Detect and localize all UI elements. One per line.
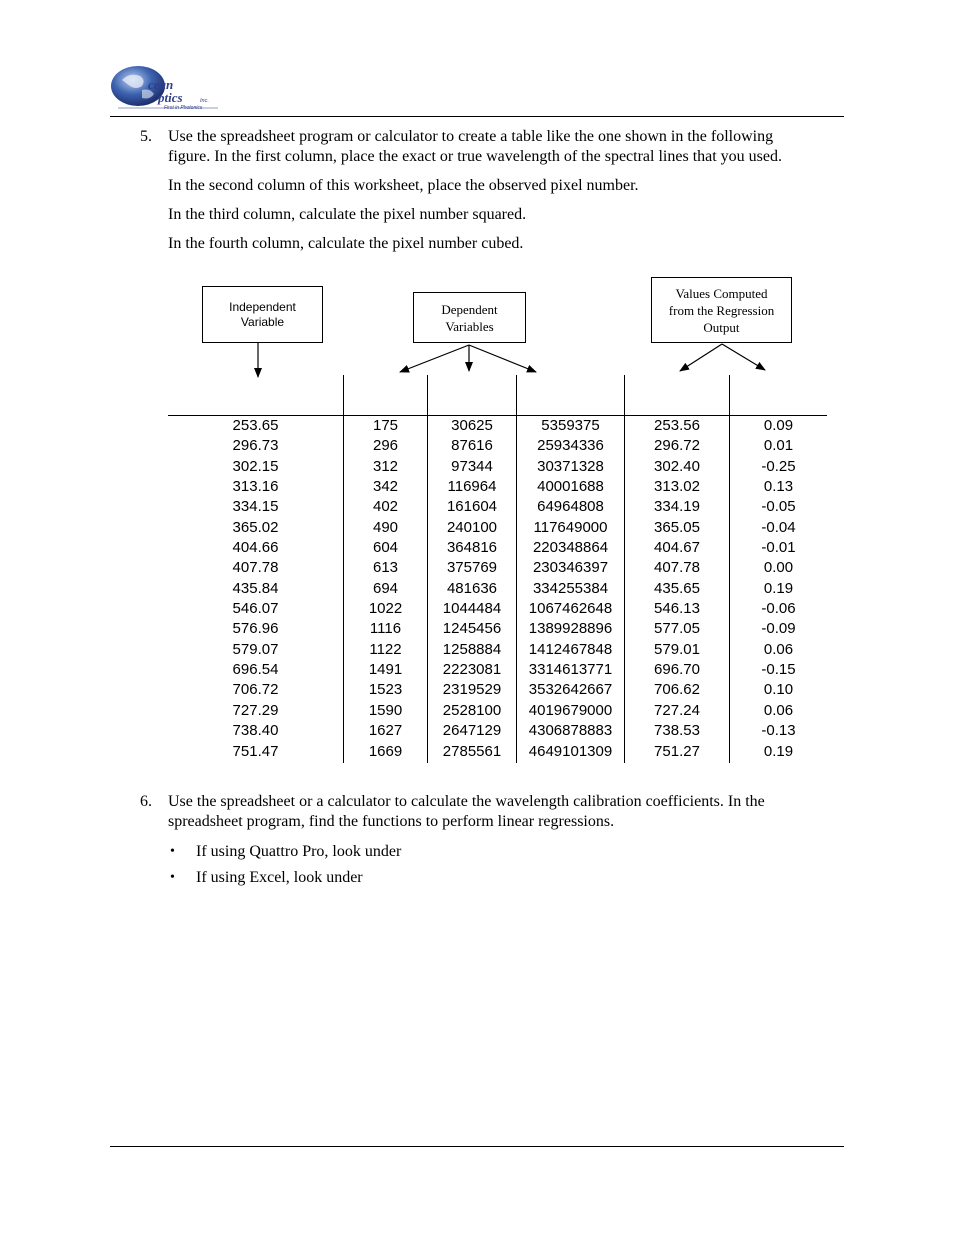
table-cell: -0.15: [761, 661, 796, 679]
logo-word-ocean: cean: [148, 77, 174, 92]
table-cell: 312: [372, 457, 399, 475]
arrow-dependent-left: [400, 345, 469, 372]
logo-tagline: First in Photonics: [164, 105, 203, 111]
table-cell: -0.13: [761, 722, 796, 740]
table-cell: 696.70: [654, 661, 700, 679]
table-cell: 738.53: [654, 722, 700, 740]
table-cell: 5359375: [541, 417, 600, 434]
table-cell: 334.19: [654, 498, 700, 516]
table-cell: 3314613771: [528, 661, 613, 679]
logo-suffix: Inc.: [200, 98, 209, 104]
table-cell: 117649000: [533, 518, 608, 536]
table-cell: 64964808: [537, 498, 604, 516]
step-5-line-2: figure. In the first column, place the exact or true wavelength of the spectral lines that you used.: [168, 148, 783, 165]
table-cell: 364816: [446, 539, 498, 557]
table-cell: 365.02: [232, 518, 279, 536]
column-computed-wavelength: [625, 416, 729, 762]
table-cell: 0.00: [763, 559, 794, 577]
table-cell: 296.72: [654, 437, 700, 455]
table-cell: 546.07: [232, 600, 279, 618]
table-cell: -0.09: [761, 620, 796, 638]
table-cell: 230346397: [532, 559, 609, 577]
table-cell: 1491: [368, 661, 403, 679]
table-cell: 435.65: [654, 579, 700, 597]
independent-variable-label: Independent Variable: [229, 299, 296, 329]
dependent-variables-label: Dependent Variables: [441, 301, 498, 334]
table-cell: 435.84: [232, 579, 279, 597]
table-cell: 2647129: [442, 722, 502, 740]
table-cell: 407.78: [232, 559, 279, 577]
table-cell: 1116: [369, 620, 402, 638]
table-cell: 751.27: [654, 742, 700, 760]
table-cell: 613: [372, 559, 399, 577]
table-cell: -0.05: [761, 498, 796, 516]
column-pixel-squared: [428, 416, 516, 762]
table-cell: 30625: [451, 417, 493, 434]
table-cell: 161604: [446, 498, 498, 516]
step-5-para-3: In the third column, calculate the pixel number squared.: [168, 206, 527, 223]
computed-values-box: [651, 277, 792, 343]
table-cell: 2319529: [442, 681, 502, 699]
table-cell: 365.05: [654, 518, 700, 536]
table-cell: 706.72: [232, 681, 279, 699]
computed-values-label: Values Computed from the Regression Output: [668, 285, 775, 335]
table-cell: 1590: [368, 701, 403, 719]
table-cell: 313.16: [232, 478, 279, 496]
table-cell: 1122: [369, 640, 402, 658]
step-6-line-1: Use the spreadsheet or a calculator to calculate the wavelength calibration coefficients. In the: [168, 793, 765, 810]
step-6-number: 6.: [140, 793, 152, 810]
table-cell: 727.29: [232, 701, 279, 719]
table-cell: 30371328: [537, 457, 604, 475]
table-cell: 175: [372, 417, 399, 434]
table-cell: 1044484: [442, 600, 502, 618]
step-6-line-2: spreadsheet program, find the functions to perform linear regressions.: [168, 813, 615, 830]
header-rule: [110, 116, 844, 117]
logo-word-optics: ptics: [158, 90, 183, 105]
table-cell: 302.15: [232, 457, 279, 475]
column-pixel-cubed: [517, 416, 624, 762]
footer-rule: [110, 1146, 844, 1147]
table-cell: 2785561: [442, 742, 502, 760]
table-cell: 407.78: [654, 559, 700, 577]
arrow-dependent-right: [469, 345, 536, 372]
table-cell: 579.07: [232, 640, 279, 658]
arrow-computed-right: [722, 344, 765, 370]
table-cell: 0.06: [763, 640, 794, 658]
column-difference: [730, 416, 827, 762]
table-cell: 302.40: [654, 457, 700, 475]
column-true-wavelength: [168, 416, 343, 762]
table-cell: 546.13: [654, 600, 700, 618]
table-cell: 694: [372, 579, 399, 597]
table-cell: 0.01: [763, 437, 794, 455]
table-cell: 116964: [447, 478, 497, 496]
table-cell: 0.19: [763, 742, 794, 760]
table-cell: 342: [372, 478, 399, 496]
table-cell: 4019679000: [528, 701, 613, 719]
table-cell: 4306878883: [528, 722, 613, 740]
table-cell: 481636: [446, 579, 498, 597]
table-cell: 1412467848: [528, 640, 613, 658]
step-5-line-1: Use the spreadsheet program or calculator to create a table like the one shown in the following: [168, 128, 774, 145]
table-cell: 87616: [451, 437, 493, 455]
table-cell: -0.25: [761, 457, 796, 475]
table-cell: 220348864: [532, 539, 609, 557]
independent-variable-box: [202, 286, 323, 343]
table-cell: 240100: [446, 518, 498, 536]
table-cell: -0.04: [761, 518, 796, 536]
step-5-para-2: In the second column of this worksheet, place the observed pixel number.: [168, 177, 639, 194]
table-cell: 404.66: [232, 539, 279, 557]
table-cell: 1523: [368, 681, 403, 699]
table-cell: 3532642667: [528, 681, 613, 699]
table-cell: 402: [372, 498, 399, 516]
arrow-computed-left: [680, 344, 722, 371]
table-cell: -0.06: [761, 600, 796, 618]
table-cell: 0.10: [763, 681, 794, 699]
table-cell: 727.24: [654, 701, 700, 719]
table-cell: 2528100: [442, 701, 502, 719]
table-cell: 404.67: [654, 539, 700, 557]
table-cell: 253.65: [232, 417, 279, 434]
table-cell: 1627: [368, 722, 403, 740]
table-cell: 0.09: [763, 417, 794, 434]
table-cell: 1022: [368, 600, 403, 618]
calibration-table: [168, 375, 827, 763]
table-cell: -0.01: [761, 539, 796, 557]
dependent-variables-box: [413, 292, 526, 343]
table-cell: 579.01: [654, 640, 700, 658]
table-cell: 738.40: [232, 722, 279, 740]
table-cell: 296: [372, 437, 399, 455]
table-cell: 313.02: [654, 478, 700, 496]
table-cell: 604: [372, 539, 399, 557]
table-cell: 0.13: [763, 478, 794, 496]
table-cell: 334.15: [232, 498, 279, 516]
table-cell: 1245456: [442, 620, 502, 638]
bullet-excel: If using Excel, look under: [196, 869, 363, 886]
bullet-quattro-pro: If using Quattro Pro, look under: [196, 843, 402, 860]
ocean-optics-logo: [108, 62, 233, 114]
table-cell: 751.47: [232, 742, 279, 760]
table-cell: 2223081: [442, 661, 502, 679]
table-cell: 706.62: [654, 681, 700, 699]
column-pixel-number: [344, 416, 427, 762]
step-5-para-4: In the fourth column, calculate the pixel number cubed.: [168, 235, 524, 252]
bullet-marker: •: [170, 870, 175, 885]
table-cell: 1067462648: [528, 600, 613, 618]
bullet-marker: •: [170, 844, 175, 859]
table-cell: 577.05: [654, 620, 700, 638]
table-cell: 253.56: [654, 417, 700, 434]
table-cell: 296.73: [232, 437, 279, 455]
table-cell: 1669: [368, 742, 403, 760]
table-cell: 25934336: [537, 437, 604, 455]
table-cell: 490: [372, 518, 399, 536]
step-5-number: 5.: [140, 128, 152, 145]
table-cell: 1258884: [442, 640, 502, 658]
table-cell: 0.06: [763, 701, 794, 719]
table-cell: 97344: [451, 457, 493, 475]
table-cell: 375769: [446, 559, 498, 577]
table-cell: 576.96: [232, 620, 279, 638]
table-cell: 0.19: [763, 579, 794, 597]
table-cell: 334255384: [532, 579, 609, 597]
table-cell: 696.54: [232, 661, 279, 679]
table-cell: 1389928896: [528, 620, 613, 638]
table-cell: 4649101309: [528, 742, 613, 760]
table-cell: 40001688: [537, 478, 604, 496]
